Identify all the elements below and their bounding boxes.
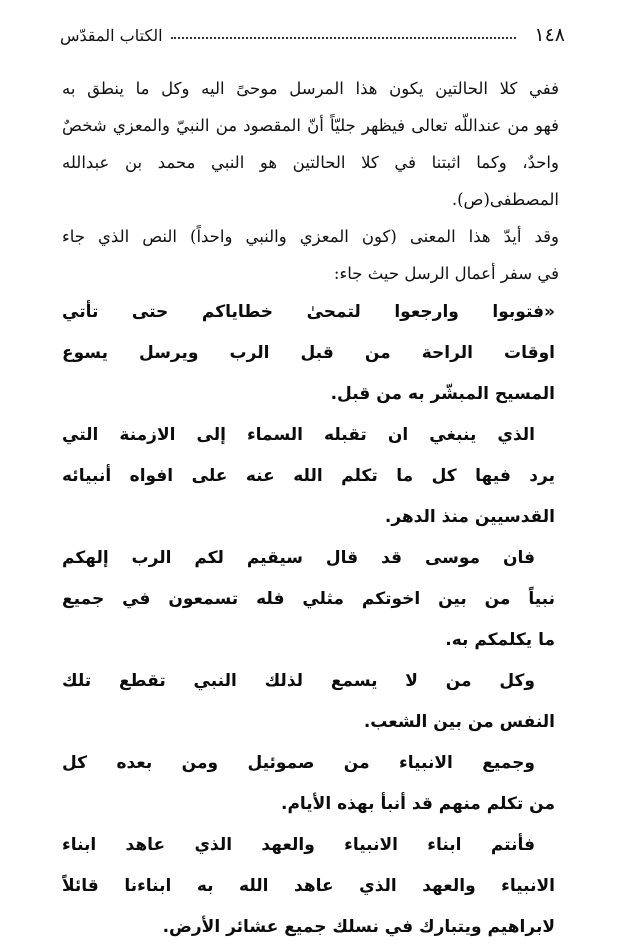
text-line: فان موسى قد قال سيقيم لكم الرب إلهكم <box>62 548 535 568</box>
text-line: فهو من عنداللّه تعالى فيظهر جليّاً أنّ المقصود من النبيّ والمعزي شخصٌ <box>62 116 559 135</box>
text-line: ففي كلا الحالتين يكون هذا المرسل موحىً اليه وكل ما ينطق به <box>62 79 559 98</box>
quote-paragraph-6 <box>62 825 555 948</box>
text-line: واحدٌ، وكما اثبتنا في كلا الحالتين هو النبي محمد بن عبدالله <box>62 153 559 172</box>
page-number: ١٤٨ <box>534 24 565 46</box>
text-line: وكل من لا يسمع لذلك النبي تقطع تلك <box>62 671 535 691</box>
text-line: يرد فيها كل ما تكلم الله عنه على افواه أنبيائه <box>62 466 555 486</box>
text-line: نبياً من بين اخوتكم مثلي فله تسمعون في جميع <box>62 589 555 609</box>
quote-paragraph-1 <box>62 292 555 415</box>
intro-paragraph-2 <box>62 218 559 292</box>
intro-paragraph-1 <box>62 70 559 218</box>
quote-paragraph-4 <box>62 661 555 743</box>
text-line: وقد أيدّ هذا المعنى (كون المعزي والنبي واحداً) النص الذي جاء <box>62 227 559 246</box>
text-line: فأنتم ابناء الانبياء والعهد الذي عاهد ابناء <box>62 835 535 855</box>
text-line: الانبياء والعهد الذي عاهد الله به ابناءنا قائلاً <box>62 876 555 896</box>
text-line: المسيح المبشّر به من قبل. <box>330 384 555 404</box>
running-title: الكتاب المقدّس <box>60 25 163 45</box>
dotted-leader <box>171 37 517 39</box>
quote-paragraph-5 <box>62 743 555 825</box>
running-header <box>60 22 565 48</box>
text-line: لابراهيم ويتبارك في نسلك جميع عشائر الأرض. <box>162 917 555 937</box>
quote-paragraph-2 <box>62 415 555 538</box>
text-line: اوقات الراحة من قبل الرب ويرسل يسوع <box>62 343 555 363</box>
text-line: الذي ينبغي ان تقبله السماء إلى الازمنة التي <box>62 425 535 445</box>
text-line: «فتوبوا وارجعوا لتمحىٰ خطاياكم حتى تأتي <box>62 302 555 322</box>
text-line: ما يكلمكم به. <box>445 630 555 650</box>
quote-paragraph-3 <box>62 538 555 661</box>
text-line: النفس من بين الشعب. <box>363 712 555 732</box>
text-line: في سفر أعمال الرسل حيث جاء: <box>333 264 559 283</box>
text-line: المصطفى(ص). <box>451 190 559 209</box>
text-line: وجميع الانبياء من صموئيل ومن بعده كل <box>62 753 535 773</box>
scripture-quotation <box>62 292 555 948</box>
text-line: من تكلم منهم قد أنبأ بهذه الأيام. <box>280 794 555 814</box>
intro-text <box>62 70 559 292</box>
text-line: القدسيين منذ الدهر. <box>384 507 555 527</box>
